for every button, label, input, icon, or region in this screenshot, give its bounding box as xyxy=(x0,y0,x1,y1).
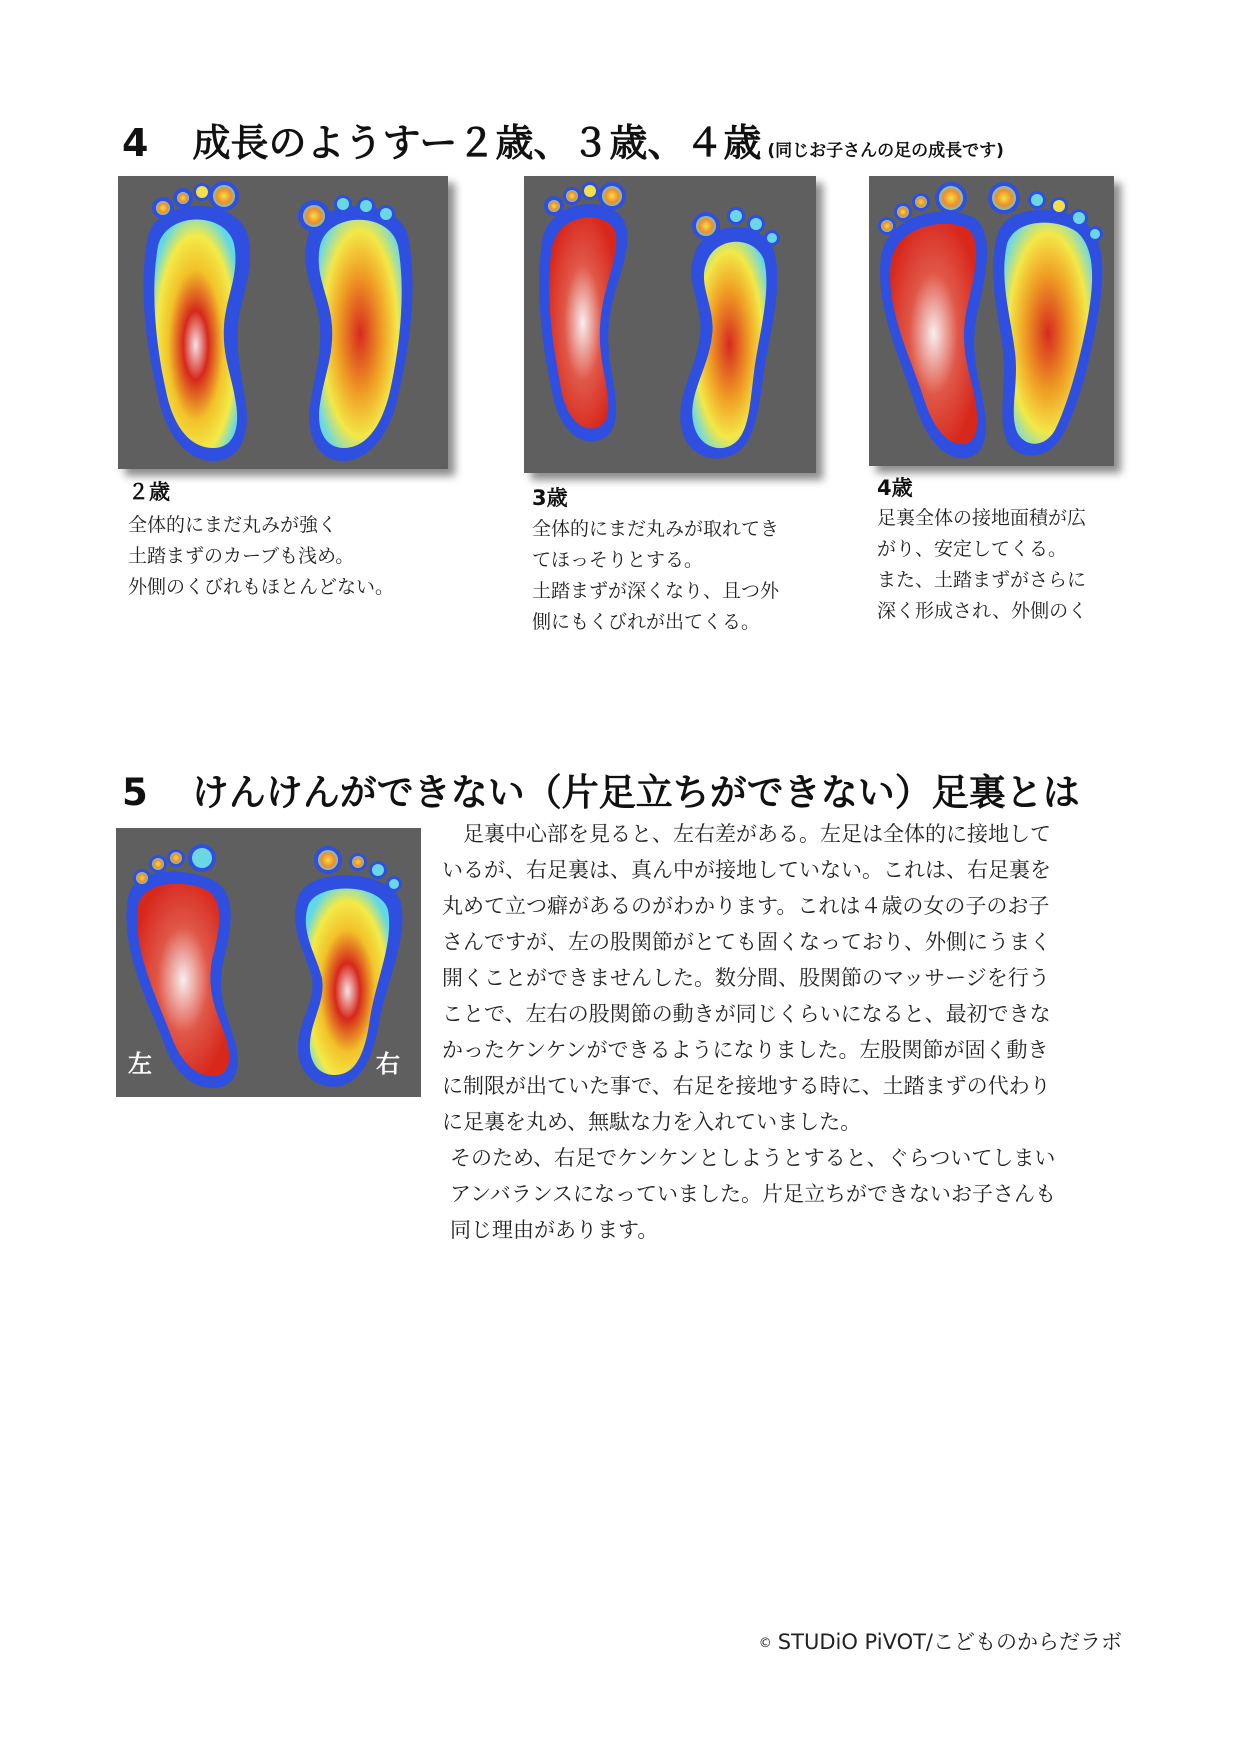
left-foot-label: 左 xyxy=(128,1050,152,1078)
section-4-number: 4 xyxy=(122,121,149,165)
section-5-number: 5 xyxy=(122,771,148,814)
footprint-scan-age-2 xyxy=(118,176,448,469)
section-5-heading xyxy=(122,762,1080,816)
footprint-scan-age-4 xyxy=(869,176,1114,466)
right-foot-label: 右 xyxy=(376,1050,400,1078)
caption-text-age-3: 全体的にまだ丸みが取れてき てほっそりとする。 土踏まずが深くなり、且つ外 側にもくびれが出てくる。 xyxy=(532,518,780,633)
section-5-paragraph: 足裏中心部を見ると、左右差がある。左足は全体的に接地して いるが、右足裏は、真ん中が接地していない。これは、右足裏を 丸めて立つ癖があるのがわかります。これは４歳の女の子のお子 さんですが、左の股関節がとても固くなっており、外側にうまく 開くことができませんした。数分間、股関節のマッサージを行う ことで、左右の股関節の動きが同じくらいになると、最初できな かったケンケンができるようになりました。左股関節が固く動き に制限が出ていた事で、右足を接地する時に、土踏まずの代わり に足裏を丸め、無駄な力を入れていました。 そのため、右足でケンケンとしようとすると、ぐらついてしまい アンバランスになっていました。片足立ちができないお子さんも 同じ理由があります。 xyxy=(442,822,1057,1242)
caption-text-age-4: 足裏全体の接地面積が広 がり、安定してくる。 また、土踏まずがさらに 深く形成され、外側のく xyxy=(877,507,1088,622)
footprint-scan-age-3 xyxy=(524,176,816,473)
caption-age-3: 3歳 xyxy=(532,486,568,510)
section-5-title: けんけんができない（片足立ちができない）足裏とは xyxy=(191,771,1080,814)
copyright-footer xyxy=(759,1626,1122,1656)
footprint-heatmap-image xyxy=(869,176,1114,466)
caption-age-4: 4歳 xyxy=(877,476,913,500)
section-4-heading xyxy=(122,112,1004,167)
caption-age-2: ２歳 xyxy=(128,480,170,504)
footprint-heatmap-image xyxy=(524,176,816,473)
caption-text-age-2: 全体的にまだ丸みが強く 土踏まずのカーブも浅め。 外側のくびれもほとんどない。 xyxy=(128,514,395,598)
section-4-subtitle: (同じお子さんの足の成長です) xyxy=(767,141,1004,161)
footprint-heatmap-image xyxy=(118,176,448,469)
section-4-title: 成長のようすー２歳、３歳、４歳 xyxy=(192,121,762,165)
copyright-text: STUDiO PiVOT/こどものからだラボ xyxy=(777,1630,1122,1654)
footprint-scan-imbalance xyxy=(116,828,421,1097)
copyright-symbol: © xyxy=(758,1635,772,1651)
